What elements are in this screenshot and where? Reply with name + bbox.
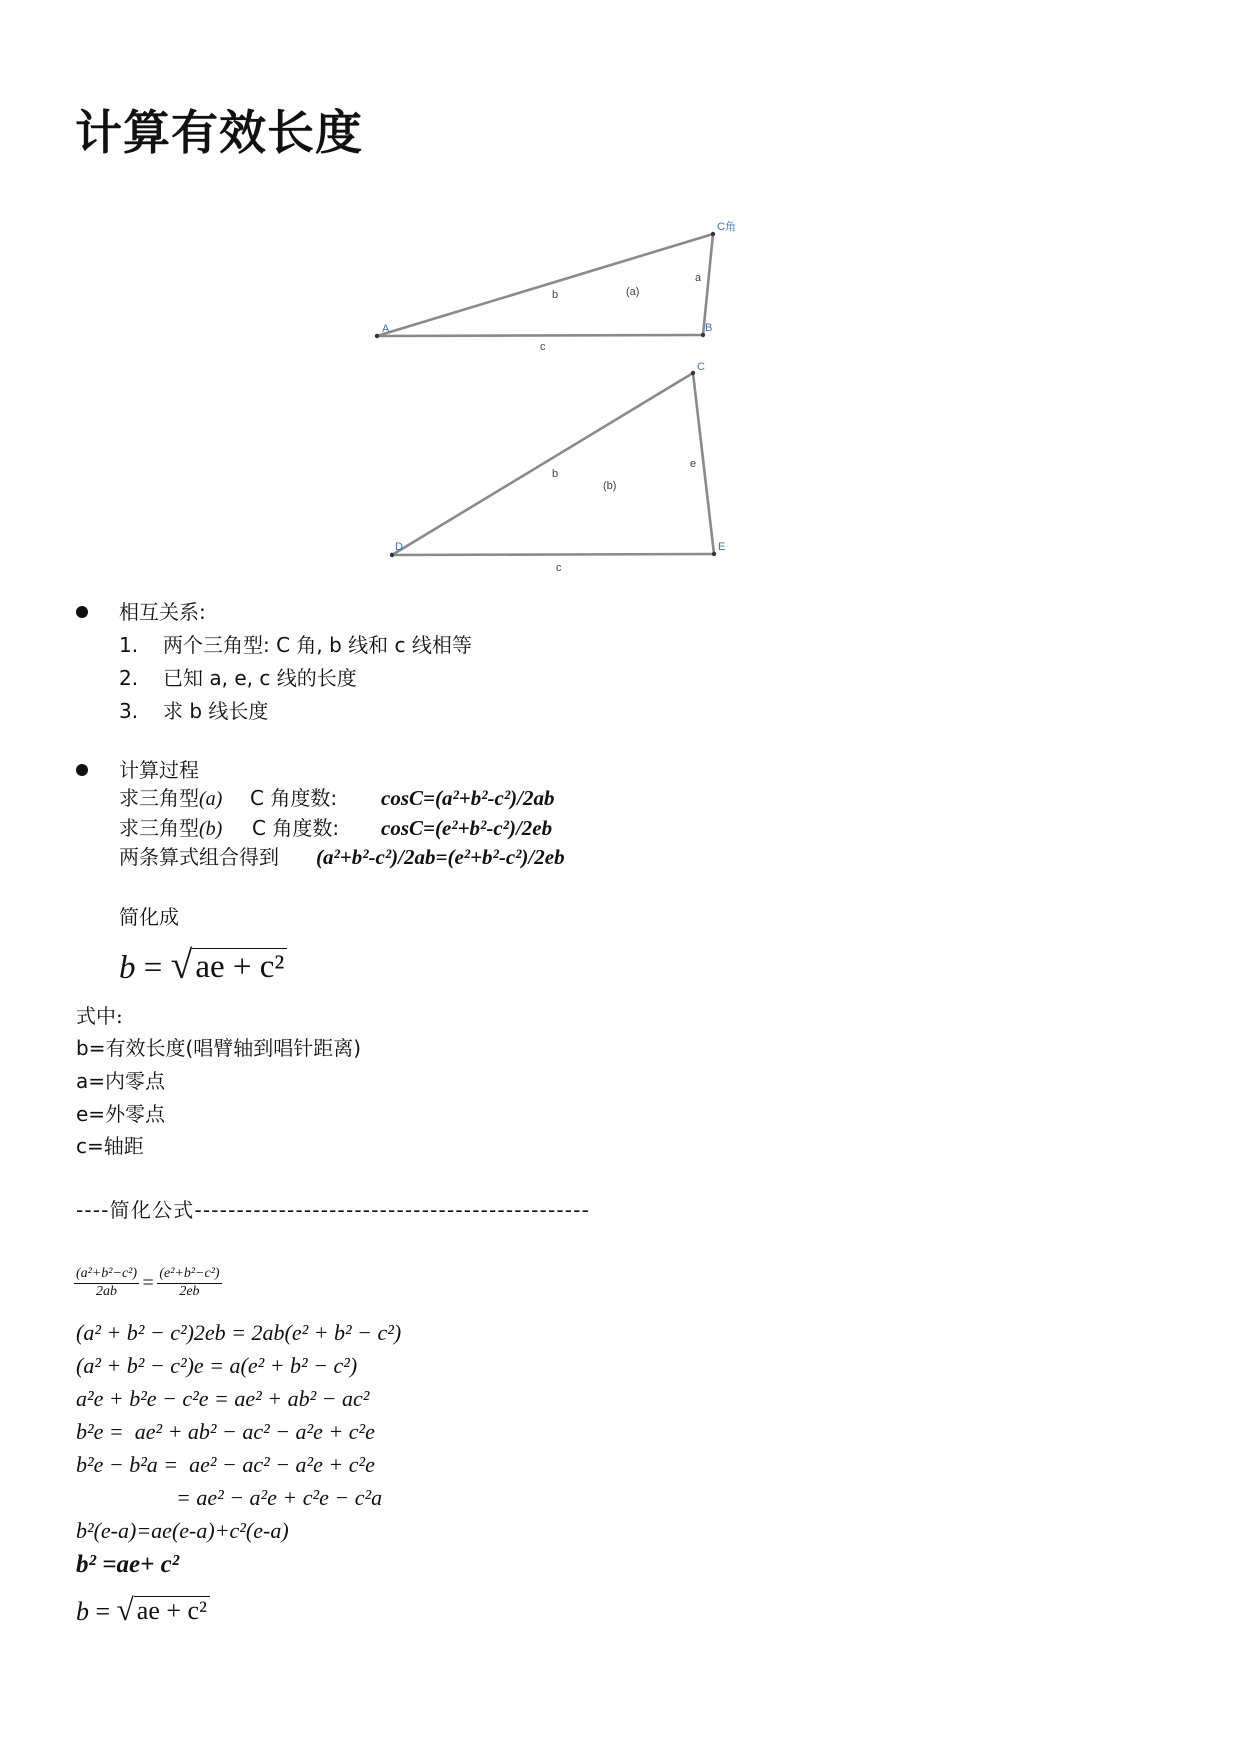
label-vertex-B: B — [705, 322, 713, 334]
process-heading: 计算过程 — [119, 758, 199, 782]
label-triangle-a: (a) — [626, 286, 640, 298]
process-line-1-prefix: 求三角型 — [119, 786, 199, 810]
label-vertex-D: D — [395, 541, 403, 553]
relations-item-3: 求 b 线长度 — [163, 699, 269, 723]
result-lhs: b — [119, 950, 136, 986]
label-side-a: a — [695, 272, 702, 284]
simplify-label: 简化成 — [119, 905, 179, 929]
process-line-1-formula: cosC=(a²+b²-c²)/2ab — [381, 786, 555, 810]
relations-item-1-num: 1. — [119, 633, 139, 657]
derivation-step-7: b²(e-a)=ae(e-a)+c²(e-a) — [76, 1518, 289, 1543]
derivation-step-8: b² =ae+ c² — [76, 1551, 180, 1578]
final-radicand: ae + c² — [134, 1596, 210, 1626]
label-side-b2: b — [552, 468, 559, 480]
derivation-step-3: a²e + b²e − c²e = ae² + ab² − ac² — [76, 1386, 370, 1411]
derivation-step-5: b²e − b²a = ae² − ac² − a²e + c²e — [76, 1452, 375, 1477]
process-line-1 — [119, 784, 222, 813]
result-formula-large — [119, 943, 287, 987]
result-sqrt: √ ae + c² — [171, 946, 288, 986]
bullet-relations — [76, 606, 88, 618]
process-line-1-mid: C 角度数: — [250, 786, 338, 810]
where-item-e: e=外零点 — [76, 1102, 166, 1126]
triangle-figure — [370, 215, 750, 575]
final-lhs: b — [76, 1597, 89, 1626]
final-sqrt: √ ae + c² — [117, 1594, 210, 1625]
result-radicand: ae + c² — [192, 948, 287, 985]
label-vertex-C: C — [697, 361, 705, 373]
label-triangle-b: (b) — [603, 480, 617, 492]
section-divider: ----简化公式----------------------------------------------- — [76, 1198, 591, 1222]
where-heading: 式中: — [76, 1004, 123, 1028]
page-title: 计算有效长度 — [75, 106, 363, 161]
label-side-c2: c — [556, 562, 562, 574]
process-line-2 — [119, 814, 222, 843]
fraction-equation: $\frac{\text{(a²+b²−c²)}}{2ab}$ = $\frac{\text{(e²+b²−c²)}}{2eb}$ — [76, 1266, 220, 1299]
where-item-c: c=轴距 — [76, 1134, 144, 1158]
label-vertex-E: E — [718, 541, 726, 553]
label-vertex-C-angle: C角 — [717, 221, 736, 233]
label-side-b: b — [552, 289, 559, 301]
relations-item-2-num: 2. — [119, 666, 139, 690]
process-line-1-tag: (a) — [199, 788, 223, 810]
derivation-step-2: (a² + b² − c²)e = a(e² + b² − c²) — [76, 1353, 358, 1378]
label-side-e: e — [690, 458, 697, 470]
derivation-step-1: (a² + b² − c²)2eb = 2ab(e² + b² − c²) — [76, 1320, 402, 1345]
process-line-3-formula: (a²+b²-c²)/2ab=(e²+b²-c²)/2eb — [316, 845, 565, 869]
process-line-2-mid: C 角度数: — [252, 816, 340, 840]
process-line-2-tag: (b) — [199, 818, 223, 840]
process-line-3-prefix: 两条算式组合得到 — [119, 845, 279, 869]
fraction-left: $\frac{\text{(a²+b²−c²)}}{2ab}$ — [76, 1266, 138, 1299]
where-item-a: a=内零点 — [76, 1069, 166, 1093]
derivation-step-4: b²e = ae² + ab² − ac² − a²e + c²e — [76, 1419, 375, 1444]
relations-item-1: 两个三角型: C 角, b 线和 c 线相等 — [163, 633, 472, 657]
process-line-2-prefix: 求三角型 — [119, 816, 199, 840]
triangle-b — [392, 373, 714, 555]
triangle-a — [377, 234, 713, 336]
relations-item-3-num: 3. — [119, 699, 139, 723]
relations-item-2: 已知 a, e, c 线的长度 — [163, 666, 357, 690]
final-formula — [76, 1594, 210, 1627]
result-eq: = — [143, 950, 163, 986]
label-vertex-A: A — [382, 323, 390, 335]
label-side-c: c — [540, 341, 546, 353]
fraction-right: $\frac{\text{(e²+b²−c²)}}{2eb}$ — [159, 1266, 220, 1299]
bullet-process — [76, 764, 88, 776]
process-line-2-formula: cosC=(e²+b²-c²)/2eb — [381, 816, 553, 840]
final-eq: = — [95, 1597, 111, 1626]
relations-heading: 相互关系: — [119, 600, 206, 624]
derivation-step-6: = ae² − a²e + c²e − c²a — [176, 1485, 383, 1510]
where-item-b: b=有效长度(唱臂轴到唱针距离) — [76, 1036, 362, 1060]
